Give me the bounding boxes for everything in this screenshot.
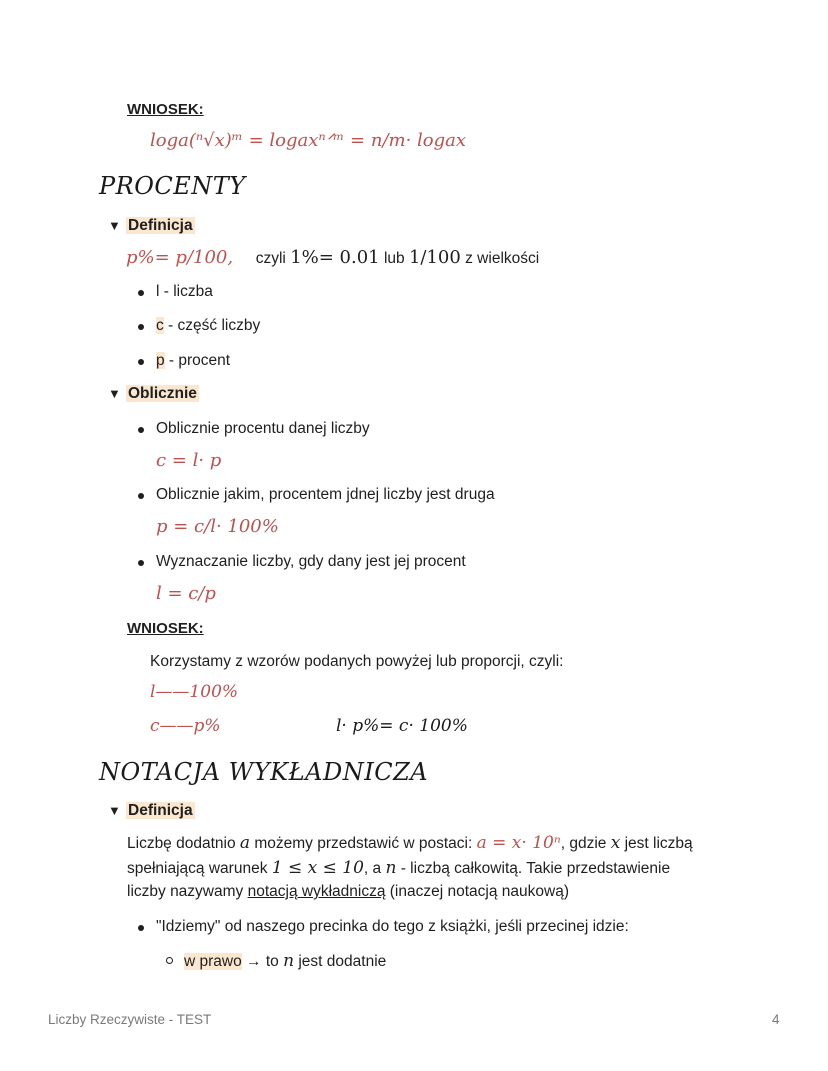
condition-formula: 1 ≤ x ≤ 10: [271, 858, 364, 878]
var-n: n: [283, 951, 295, 971]
item-text: Wyznaczanie liczby, gdy dany jest jej procent: [156, 553, 466, 570]
toggle-label: Definicja: [128, 217, 193, 234]
item-text: Oblicznie jakim, procentem jdnej liczby jest druga: [156, 486, 495, 503]
list-item: [156, 486, 495, 504]
footer-title: Liczby Rzeczywiste - TEST: [48, 1012, 212, 1027]
bullet-icon: [138, 560, 144, 566]
desc-prefix: czyli: [255, 250, 286, 267]
toggle-label: Oblicznie: [128, 385, 197, 402]
text: , gdzie: [560, 835, 607, 852]
section-title-notacja: NOTACJA WYKŁADNICZA: [99, 758, 429, 786]
list-item: [156, 553, 466, 571]
circle-bullet-icon: [166, 957, 173, 964]
var-a: a: [239, 833, 251, 853]
arrow-right-icon: →: [246, 953, 262, 970]
var-n: n: [385, 858, 397, 878]
text: spełniającą warunek: [127, 860, 268, 877]
desc-mid: lub: [383, 250, 405, 267]
var-x: x: [610, 833, 621, 853]
item-text: - liczba: [159, 283, 213, 300]
highlight-term: w prawo: [184, 953, 242, 970]
toggle-oblicznie[interactable]: [108, 385, 199, 403]
toggle-label: Definicja: [128, 802, 193, 819]
bullet-icon: [138, 925, 144, 931]
text: to: [265, 953, 279, 970]
page-number: 4: [772, 1012, 780, 1027]
notation-formula: a = x· 10ⁿ: [476, 833, 561, 853]
list-item: [156, 352, 230, 370]
toggle-definicja-notacja[interactable]: [108, 802, 195, 820]
list-item: [156, 420, 370, 438]
proportion-line-2: c——p%: [150, 716, 221, 736]
triangle-down-icon: ▼: [108, 803, 121, 818]
item-key: l: [156, 283, 160, 300]
bullet-icon: [138, 359, 144, 365]
text: jest liczbą: [624, 835, 693, 852]
item-text: - część liczby: [163, 317, 261, 334]
item-text: Oblicznie procentu danej liczby: [156, 420, 370, 437]
formula-p: p = c/l· 100%: [156, 516, 279, 537]
toggle-definicja-procenty[interactable]: [108, 217, 195, 235]
conclusion-label: WNIOSEK:: [127, 101, 204, 118]
text: Liczbę dodatnio: [127, 835, 236, 852]
percent-definition: [126, 247, 539, 268]
formula-l: l = c/p: [156, 583, 216, 604]
formula-c: c = l· p: [156, 450, 222, 471]
list-item: [156, 283, 213, 301]
proportion-line-1: l——100%: [150, 682, 239, 702]
log-formula: loga(ⁿ√x)ᵐ = logaxⁿᐟᵐ = n/m· logax: [150, 130, 467, 151]
item-text: "Idziemy" od naszego precinka do tego z książki, jeśli przecinej idzie:: [156, 918, 629, 935]
bullet-icon: [138, 324, 144, 330]
item-text: - procent: [164, 352, 231, 369]
text: , a: [363, 860, 382, 877]
conclusion-label: WNIOSEK:: [127, 620, 204, 637]
notation-line-3: [127, 883, 569, 901]
text: (inaczej notacją naukową): [389, 883, 569, 900]
desc-a: 1%= 0.01: [290, 247, 380, 268]
triangle-down-icon: ▼: [108, 386, 121, 401]
text: możemy przedstawić w postaci:: [254, 835, 473, 852]
item-key: p: [156, 352, 165, 369]
bullet-icon: [138, 493, 144, 499]
notation-line-2: [127, 858, 670, 878]
bullet-icon: [138, 290, 144, 296]
text: liczby nazywamy: [127, 883, 244, 900]
item-key: c: [156, 317, 164, 334]
bullet-icon: [138, 427, 144, 433]
list-item: [156, 317, 260, 335]
proportion-result: l· p%= c· 100%: [336, 716, 468, 736]
list-item: [156, 918, 629, 936]
notation-line-1: [127, 833, 693, 853]
triangle-down-icon: ▼: [108, 218, 121, 233]
sub-list-item: [184, 951, 386, 971]
desc-suffix: z wielkości: [465, 250, 540, 267]
underlined-term: notacją wykładniczą: [247, 883, 386, 900]
text: jest dodatnie: [298, 953, 387, 970]
desc-b: 1/100: [408, 247, 461, 268]
text: - liczbą całkowitą. Takie przedstawienie: [400, 860, 671, 877]
conclusion-text: Korzystamy z wzorów podanych powyżej lub proporcji, czyli:: [150, 653, 564, 670]
percent-formula: p%= p/100,: [126, 247, 234, 268]
section-title-procenty: PROCENTY: [99, 172, 246, 200]
